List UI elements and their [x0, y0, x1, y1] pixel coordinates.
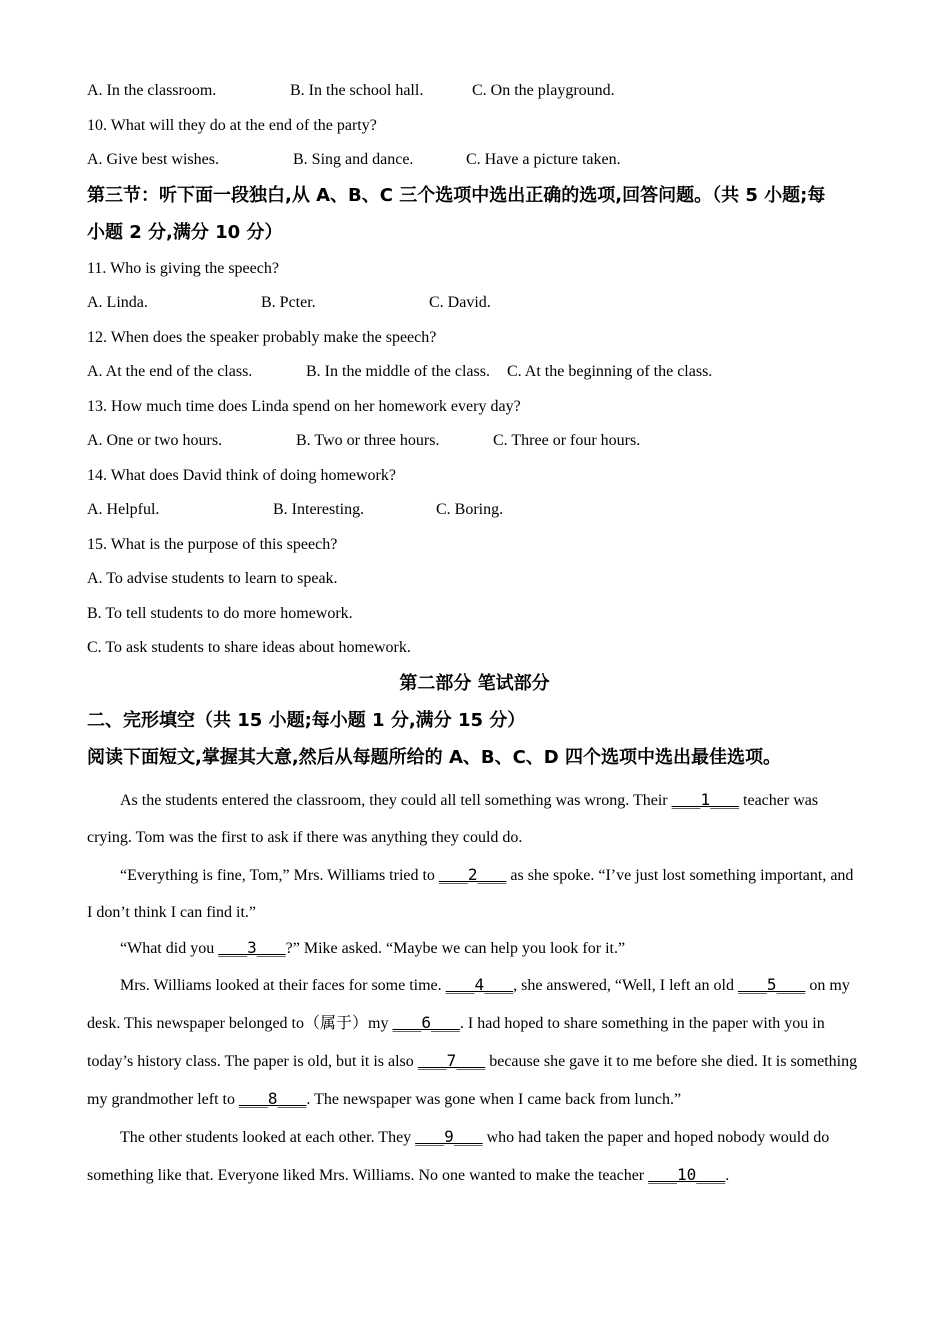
option-b: B. In the middle of the class. [306, 363, 490, 380]
blank-4: ___4___ [445, 974, 514, 994]
option-a: A. Give best wishes. [87, 151, 219, 168]
text: As the students entered the classroom, they could all tell something was wrong. Their [120, 791, 672, 809]
option-a: A. In the classroom. [87, 82, 217, 99]
text: “What did you [120, 939, 219, 957]
q15-option-b: B. To tell students to do more homework. [87, 604, 353, 622]
text: teacher was crying. Tom was the first to ask if there was anything they could do. [87, 791, 819, 846]
section3-heading-line2: 小题 2 分,满分 10 分） [87, 221, 283, 243]
q15-question: 15. What is the purpose of this speech? [87, 535, 338, 553]
option-a: A. At the end of the class. [87, 363, 253, 380]
blank-5: ___5___ [737, 974, 806, 994]
q15-option-c: C. To ask students to share ideas about homework. [87, 639, 411, 656]
text: on my desk. This newspaper belonged to（属于）my [87, 976, 850, 1032]
part2-title: 第二部分 笔试部分 [399, 672, 550, 694]
exam-page [87, 78, 862, 1194]
cloze-paragraph-2 [87, 856, 862, 931]
q15-option-a: A. To advise students to learn to speak. [87, 570, 338, 587]
text: . The newspaper was gone when I came back from lunch.” [306, 1090, 682, 1108]
q10-question: 10. What will they do at the end of the party? [87, 116, 377, 134]
option-b: B. Two or three hours. [296, 432, 440, 449]
cloze-paragraph-3 [87, 931, 862, 966]
text: “Everything is fine, Tom,” Mrs. Williams tried to [120, 866, 439, 884]
option-b: B. In the school hall. [290, 82, 424, 99]
cloze-paragraph-4 [87, 966, 862, 1118]
option-c: C. Three or four hours. [493, 432, 641, 449]
option-b: B. Pcter. [261, 294, 316, 311]
text: The other students looked at each other. They [120, 1128, 416, 1146]
q12-question: 12. When does the speaker probably make the speech? [87, 328, 437, 346]
option-c: C. At the beginning of the class. [507, 363, 713, 380]
option-b: B. Interesting. [273, 501, 365, 518]
option-c: C. Boring. [436, 501, 504, 518]
q11-options [87, 290, 862, 325]
option-a: A. Linda. [87, 294, 148, 311]
q11-question: 11. Who is giving the speech? [87, 259, 279, 277]
q12-options [87, 359, 862, 394]
text: , she answered, “Well, I left an old [513, 976, 738, 994]
text: as she spoke. “I’ve just lost something important, and I don’t think I can find it.” [87, 866, 854, 921]
q13-question: 13. How much time does Linda spend on her homework every day? [87, 397, 521, 415]
text: . I had hoped to share something in the paper with you in today’s history class. The paper is old, but it is also [87, 1014, 825, 1070]
section3-heading-line1: 第三节：听下面一段独白,从 A、B、C 三个选项中选出正确的选项,回答问题。（共 5 小题;每 [87, 184, 826, 206]
option-b: B. Sing and dance. [293, 151, 414, 168]
text: who had taken the paper and hoped nobody would do something like that. Everyone liked Mrs. Williams. No one wanted to make the teacher [87, 1128, 830, 1184]
option-c: C. David. [429, 294, 491, 311]
blank-3: ___3___ [218, 937, 286, 957]
blank-8: ___8___ [238, 1088, 307, 1108]
blank-7: ___7___ [417, 1050, 486, 1070]
cloze-paragraph-1 [87, 781, 862, 856]
cloze-instruction: 阅读下面短文,掌握其大意,然后从每题所给的 A、B、C、D 四个选项中选出最佳选项。 [87, 746, 782, 768]
text: Mrs. Williams looked at their faces for some time. [120, 976, 446, 994]
blank-9: ___9___ [415, 1126, 483, 1146]
text: . [725, 1166, 730, 1184]
q14-options [87, 497, 862, 532]
blank-1: ___1___ [671, 789, 740, 809]
q10-options [87, 147, 862, 182]
blank-6: ___6___ [392, 1012, 460, 1032]
option-c: C. On the playground. [472, 82, 615, 99]
option-a: A. One or two hours. [87, 432, 223, 449]
option-a: A. Helpful. [87, 501, 160, 518]
q9-options [87, 78, 862, 113]
cloze-paragraph-5 [87, 1118, 862, 1194]
q13-options [87, 428, 862, 463]
option-c: C. Have a picture taken. [466, 151, 621, 168]
blank-2: ___2___ [438, 864, 507, 884]
text: ?” Mike asked. “Maybe we can help you look for it.” [285, 939, 626, 957]
text: because she gave it to me before she died. It is something my grandmother left to [87, 1052, 858, 1108]
q14-question: 14. What does David think of doing homework? [87, 466, 396, 484]
cloze-heading: 二、完形填空（共 15 小题;每小题 1 分,满分 15 分） [87, 709, 526, 731]
blank-10: ___10___ [648, 1164, 726, 1184]
